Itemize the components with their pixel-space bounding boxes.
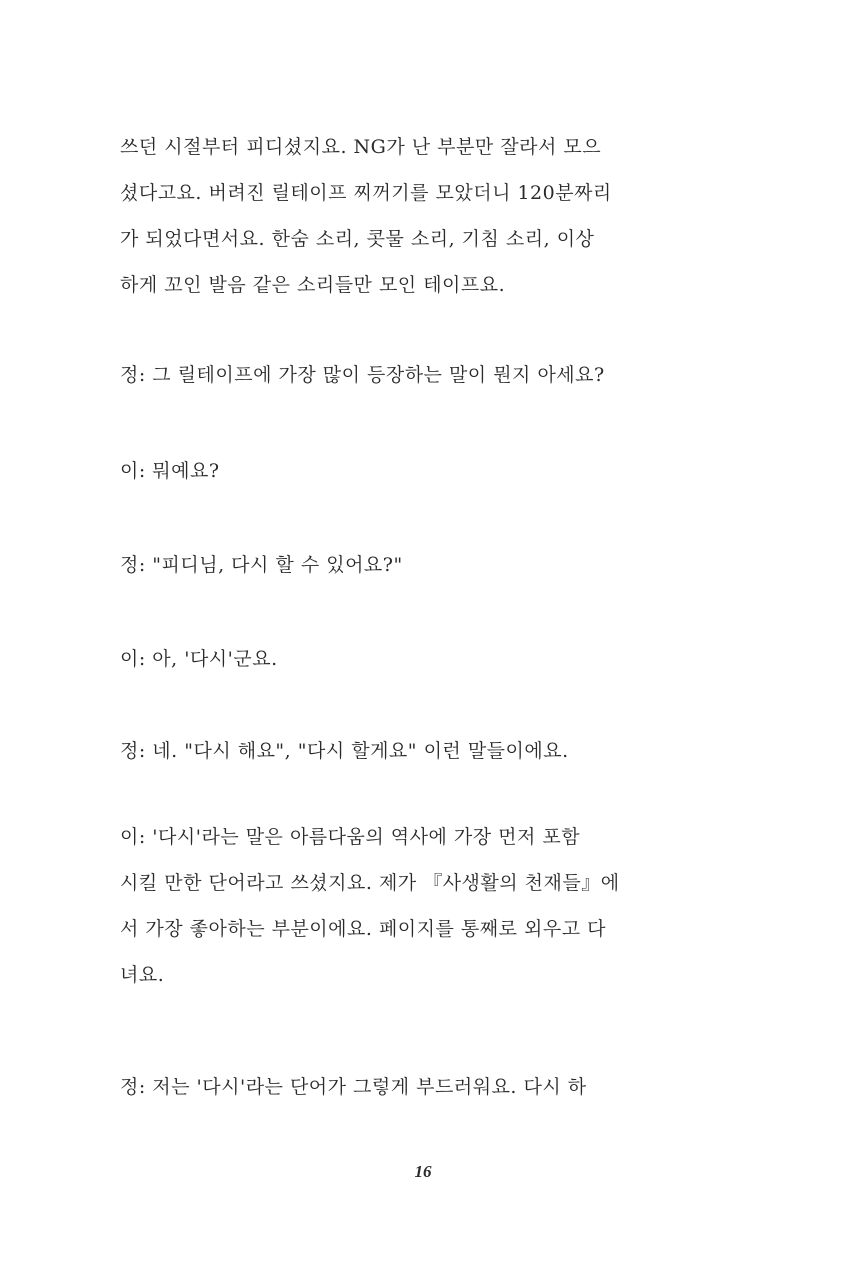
text-line: 이: 뭐예요? bbox=[120, 460, 220, 482]
text-line: 서 가장 좋아하는 부분이에요. 페이지를 통째로 외우고 다 bbox=[120, 918, 606, 940]
text-line: 녀요. bbox=[120, 964, 165, 986]
text-line: 이: '다시'라는 말은 아름다움의 역사에 가장 먼저 포함 bbox=[120, 826, 581, 848]
paragraph-2 bbox=[120, 352, 740, 398]
text-line: 정: 네. "다시 해요", "다시 할게요" 이런 말들이에요. bbox=[120, 740, 569, 762]
page-number: 16 bbox=[414, 1162, 432, 1181]
text-line: 정: "피디님, 다시 할 수 있어요?" bbox=[120, 554, 403, 576]
text-line: 쓰던 시절부터 피디셨지요. NG가 난 부분만 잘라서 모으 bbox=[120, 136, 602, 158]
paragraph-4 bbox=[120, 542, 740, 588]
text-line: 시킬 만한 단어라고 쓰셨지요. 제가 『사생활의 천재들』에 bbox=[120, 872, 620, 894]
text-line: 정: 저는 '다시'라는 단어가 그렇게 부드러워요. 다시 하 bbox=[120, 1076, 587, 1098]
text-line: 정: 그 릴테이프에 가장 많이 등장하는 말이 뭔지 아세요? bbox=[120, 364, 605, 386]
paragraph-5 bbox=[120, 636, 740, 682]
paragraph-1 bbox=[120, 124, 740, 308]
paragraph-3 bbox=[120, 448, 740, 494]
paragraph-6 bbox=[120, 728, 740, 774]
text-line: 하게 꼬인 발음 같은 소리들만 모인 테이프요. bbox=[120, 274, 506, 296]
text-line: 가 되었다면서요. 한숨 소리, 콧물 소리, 기침 소리, 이상 bbox=[120, 228, 595, 250]
text-line: 이: 아, '다시'군요. bbox=[120, 648, 278, 670]
text-line: 셨다고요. 버려진 릴테이프 찌꺼기를 모았더니 120분짜리 bbox=[120, 182, 612, 204]
paragraph-7 bbox=[120, 814, 740, 998]
paragraph-8 bbox=[120, 1064, 740, 1110]
